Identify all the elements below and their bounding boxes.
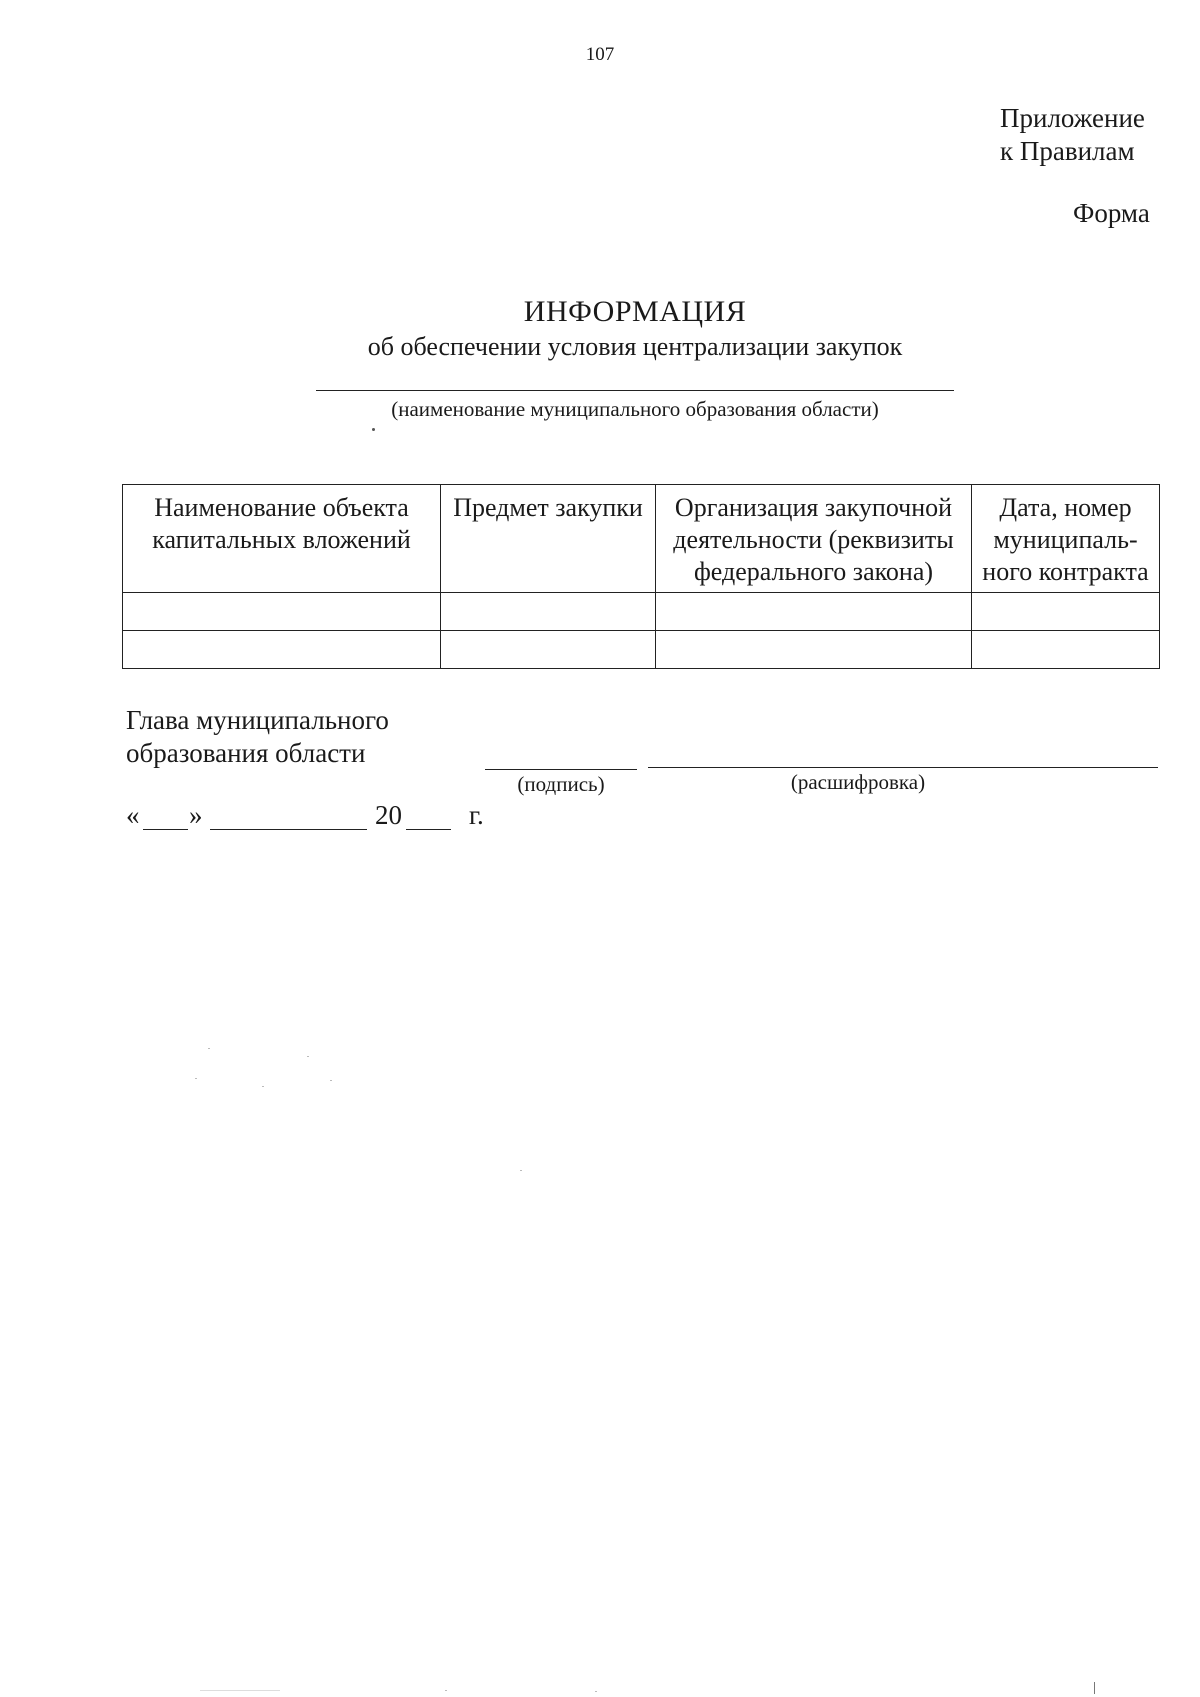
scan-speck bbox=[200, 1690, 280, 1691]
info-table bbox=[122, 484, 1160, 669]
table-cell[interactable] bbox=[123, 631, 441, 669]
scan-dot bbox=[372, 428, 375, 431]
page-number: 107 bbox=[585, 44, 615, 65]
table-cell[interactable] bbox=[972, 593, 1160, 631]
date-close-quote: » bbox=[189, 800, 203, 830]
date-open-quote: « bbox=[126, 800, 140, 830]
scan-speck bbox=[1094, 1682, 1095, 1694]
year-field[interactable] bbox=[406, 829, 451, 830]
municipality-name-field[interactable] bbox=[316, 390, 954, 391]
day-field[interactable] bbox=[143, 829, 188, 830]
document-subtitle: об обеспечении условия централизации закупок bbox=[367, 332, 903, 361]
table-cell[interactable] bbox=[123, 593, 441, 631]
table-header-row bbox=[123, 485, 1160, 593]
year-suffix: г. bbox=[469, 800, 484, 830]
table-cell[interactable] bbox=[972, 631, 1160, 669]
header-procurement-organization: Организация закупочной деятельности (реквизиты федерального закона) bbox=[656, 485, 972, 593]
scan-speck bbox=[445, 1690, 447, 1691]
municipality-name-caption: (наименование муниципального образования области) bbox=[391, 397, 879, 421]
table-row bbox=[123, 631, 1160, 669]
scan-speck bbox=[307, 1056, 309, 1057]
table-cell[interactable] bbox=[441, 631, 656, 669]
head-of-municipality-label: Глава муниципального образования области bbox=[126, 705, 389, 768]
scan-speck bbox=[208, 1048, 210, 1049]
scan-speck bbox=[520, 1170, 522, 1171]
table-row bbox=[123, 593, 1160, 631]
signature-caption: (подпись) bbox=[517, 772, 605, 796]
form-label: Форма bbox=[1073, 198, 1150, 228]
document-title: ИНФОРМАЦИЯ bbox=[523, 295, 747, 328]
table-cell[interactable] bbox=[441, 593, 656, 631]
signature-decode-caption: (расшифровка) bbox=[790, 770, 926, 794]
appendix-line-2: к Правилам bbox=[1000, 136, 1135, 166]
month-field[interactable] bbox=[210, 829, 367, 830]
header-capital-object: Наименование объекта капитальных вложений bbox=[123, 485, 441, 593]
table-cell[interactable] bbox=[656, 593, 972, 631]
scan-speck bbox=[262, 1086, 264, 1087]
year-prefix: 20 bbox=[375, 800, 402, 830]
header-contract-date-number: Дата, номер муниципаль- ного контракта bbox=[972, 485, 1160, 593]
scan-speck bbox=[330, 1080, 332, 1081]
signature-decode-field[interactable] bbox=[648, 767, 1158, 768]
scan-speck bbox=[195, 1078, 197, 1079]
appendix-note bbox=[1000, 102, 1145, 168]
header-procurement-subject: Предмет закупки bbox=[441, 485, 656, 593]
scan-speck bbox=[595, 1691, 597, 1692]
appendix-line-1: Приложение bbox=[1000, 103, 1145, 133]
table-cell[interactable] bbox=[656, 631, 972, 669]
signature-field[interactable] bbox=[485, 769, 637, 770]
